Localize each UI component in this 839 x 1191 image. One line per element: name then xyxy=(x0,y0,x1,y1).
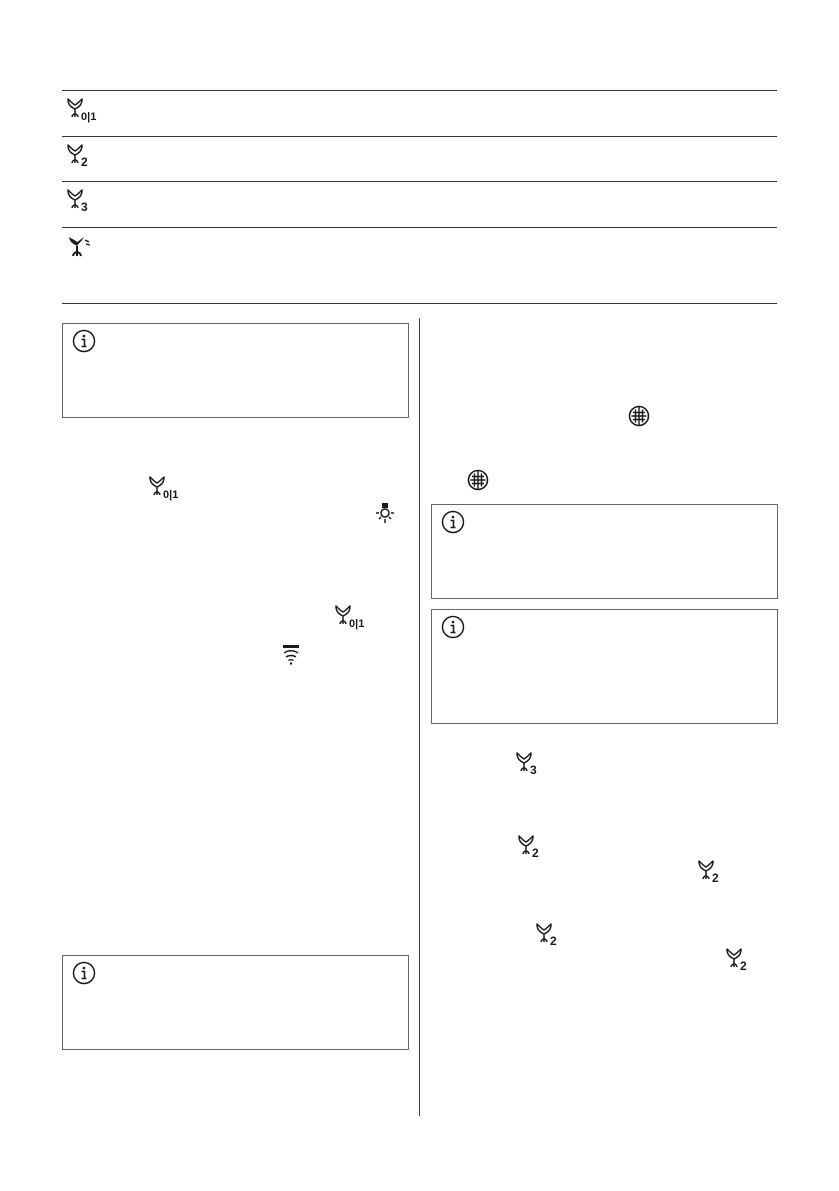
info-note xyxy=(62,955,409,1050)
table-row xyxy=(62,90,777,136)
svg-text:3: 3 xyxy=(530,763,537,777)
column-divider xyxy=(419,318,420,1116)
light-icon xyxy=(373,501,397,525)
info-icon xyxy=(441,615,465,639)
info-note xyxy=(431,504,778,599)
fan-speed-0-1-icon xyxy=(333,604,373,630)
fan-speed-2-icon xyxy=(534,922,568,948)
info-icon xyxy=(72,329,96,353)
fan-speed-3-icon xyxy=(65,188,105,216)
fan-speed-2-icon xyxy=(65,143,105,171)
fan-speed-0-1-icon xyxy=(147,475,187,501)
svg-text:2: 2 xyxy=(532,846,539,860)
filter-grid-icon xyxy=(467,469,489,491)
fan-speed-0-1-icon xyxy=(65,97,105,125)
svg-text:2: 2 xyxy=(81,155,88,169)
info-note xyxy=(62,323,409,418)
svg-text:2: 2 xyxy=(550,934,557,948)
svg-text:0|1: 0|1 xyxy=(349,618,365,630)
svg-text:2: 2 xyxy=(740,959,747,973)
hob2hood-icon xyxy=(280,643,302,667)
fan-speed-2-icon xyxy=(696,859,730,885)
svg-text:0|1: 0|1 xyxy=(81,111,97,123)
table-row xyxy=(62,136,777,181)
svg-text:0|1: 0|1 xyxy=(163,489,179,501)
table-row xyxy=(62,181,777,227)
svg-text:2: 2 xyxy=(712,871,719,885)
info-icon xyxy=(72,961,96,985)
fan-speed-table xyxy=(62,90,777,304)
filter-grid-icon xyxy=(628,405,650,427)
fan-speed-2-icon xyxy=(724,947,758,973)
table-row xyxy=(62,227,777,304)
info-icon xyxy=(441,510,465,534)
info-note xyxy=(431,609,778,724)
fan-boost-icon xyxy=(65,234,105,262)
fan-speed-3-icon xyxy=(514,751,548,777)
fan-speed-2-icon xyxy=(516,834,550,860)
svg-text:3: 3 xyxy=(81,200,88,214)
